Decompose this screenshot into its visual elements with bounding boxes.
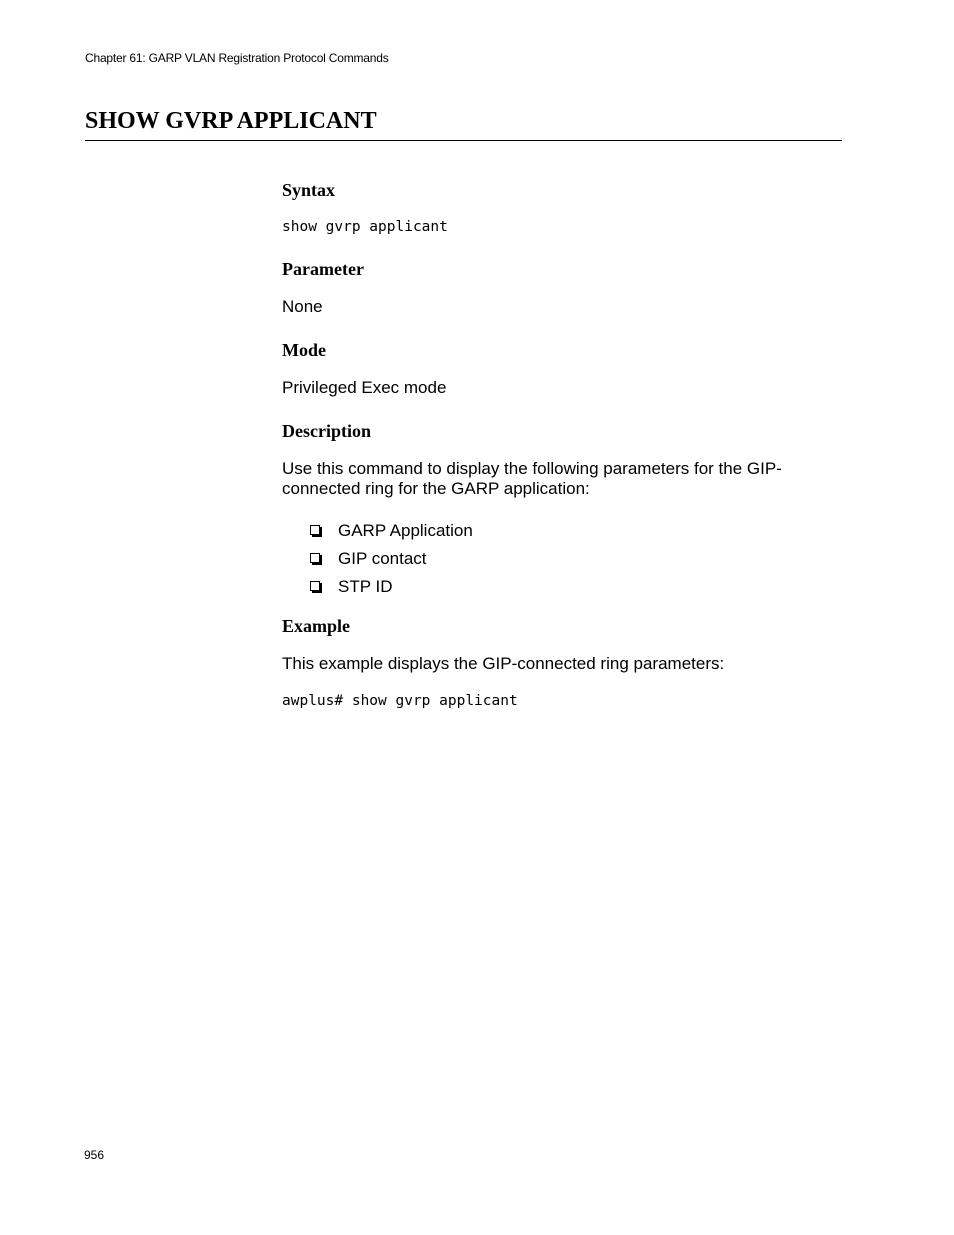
- parameter-heading: Parameter: [282, 259, 364, 279]
- running-header: Chapter 61: GARP VLAN Registration Protocol Commands: [85, 51, 389, 65]
- box-bullet-icon: [310, 553, 320, 563]
- parameter-text: None: [282, 297, 323, 316]
- box-bullet-icon: [310, 581, 320, 591]
- example-text: This example displays the GIP-connected ring parameters:: [282, 654, 725, 673]
- box-bullet-icon: [310, 525, 320, 535]
- mode-heading: Mode: [282, 340, 326, 360]
- list-item: [310, 573, 473, 601]
- list-item-label: STP ID: [338, 577, 393, 596]
- syntax-heading: Syntax: [282, 180, 336, 200]
- example-heading: Example: [282, 616, 351, 636]
- list-item-label: GARP Application: [338, 521, 473, 540]
- example-code: awplus# show gvrp applicant: [282, 693, 518, 709]
- parameter-list: [310, 517, 473, 601]
- description-text: Use this command to display the following parameters for the GIP-connected ring for the GARP application:: [282, 459, 782, 498]
- list-item: [310, 545, 473, 573]
- title-rule: [85, 140, 842, 141]
- syntax-code: show gvrp applicant: [282, 219, 448, 235]
- mode-text: Privileged Exec mode: [282, 378, 447, 397]
- page-title: SHOW GVRP APPLICANT: [85, 108, 377, 134]
- page-number: 956: [84, 1148, 105, 1162]
- list-item-label: GIP contact: [338, 549, 427, 568]
- list-item: [310, 517, 473, 545]
- description-heading: Description: [282, 421, 371, 441]
